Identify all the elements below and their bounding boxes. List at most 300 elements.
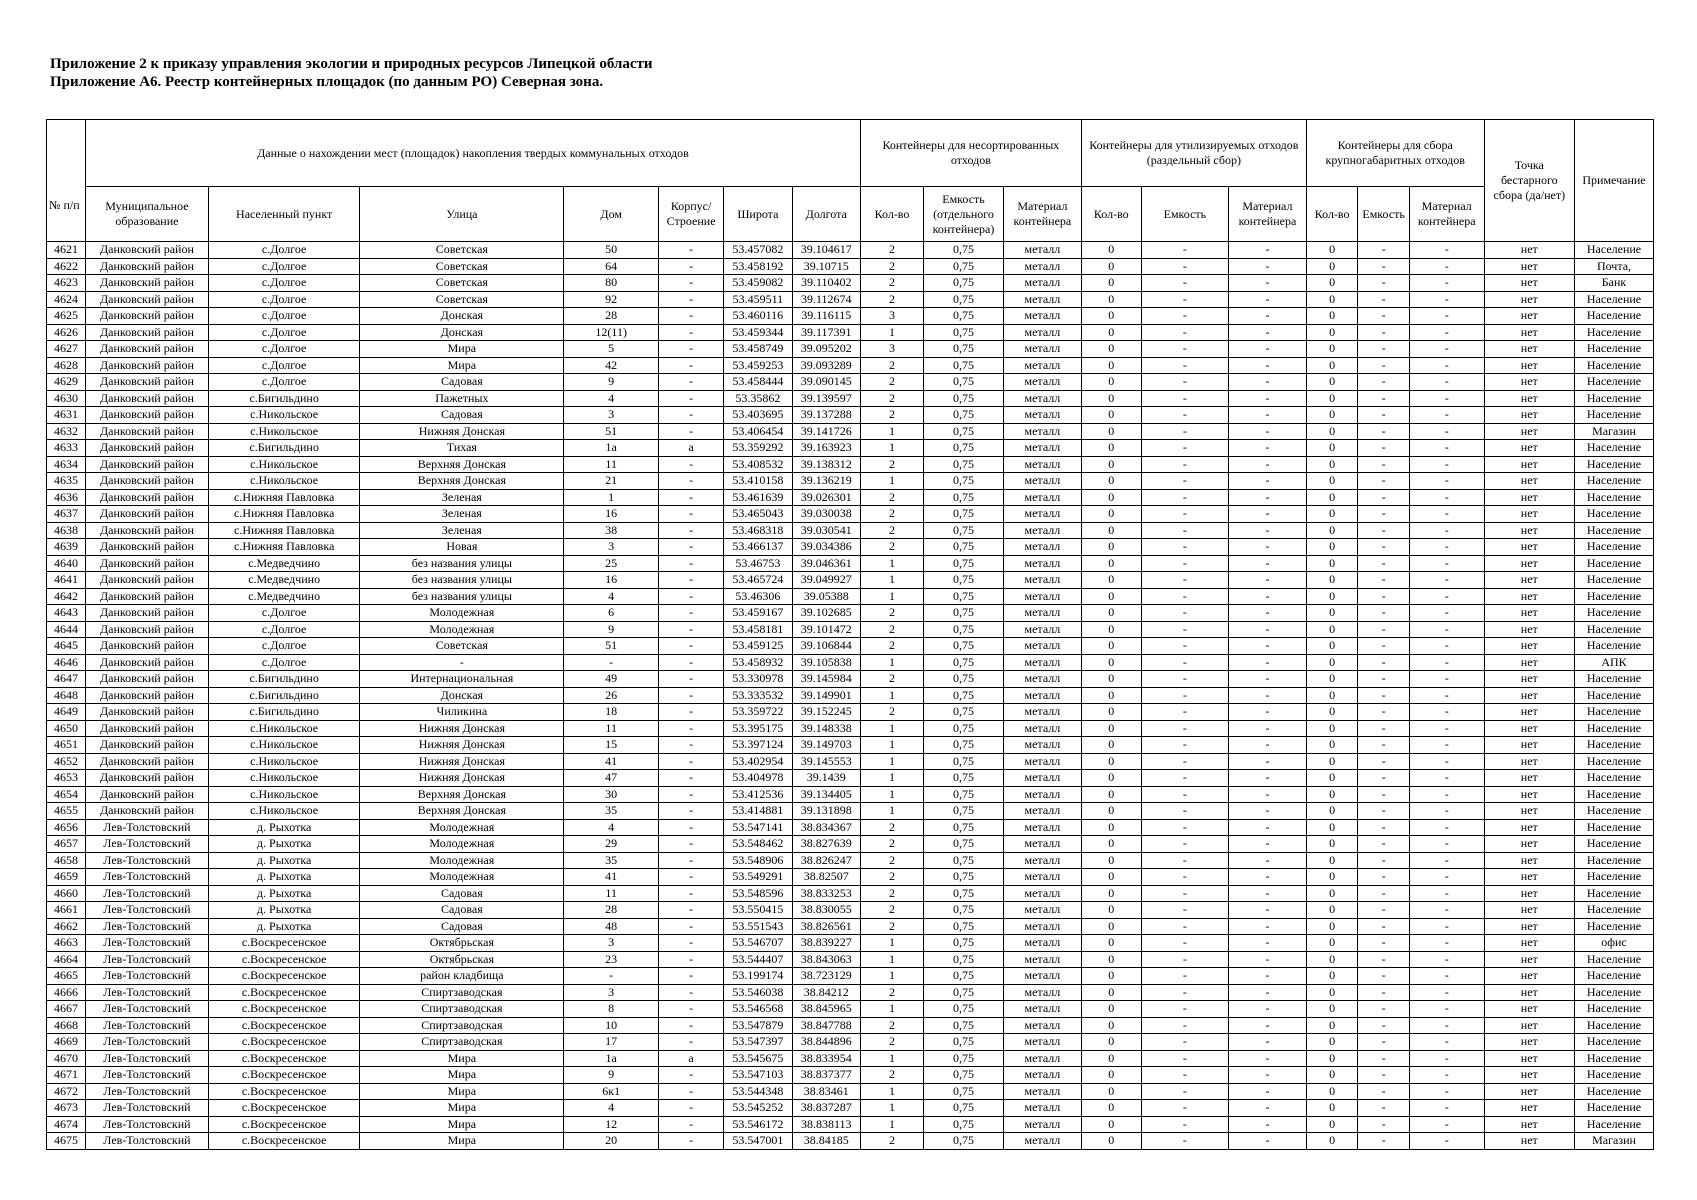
header-point: Точка бестарного сбора (да/нет) — [1484, 120, 1574, 242]
cell-note: Население — [1575, 852, 1654, 869]
cell-house: 50 — [564, 242, 659, 259]
cell-building: - — [659, 836, 724, 853]
cell-building: - — [659, 456, 724, 473]
cell-house: 35 — [564, 852, 659, 869]
cell-building: - — [659, 819, 724, 836]
cell-longitude: 38.833954 — [792, 1050, 860, 1067]
table-row — [47, 803, 1654, 820]
table-row — [47, 555, 1654, 572]
cell-building: - — [659, 720, 724, 737]
cell-bulky-capacity: - — [1358, 291, 1410, 308]
cell-num: 4628 — [47, 357, 86, 374]
cell-recycle-count: 0 — [1081, 737, 1141, 754]
cell-recycle-material: - — [1229, 753, 1307, 770]
cell-point: нет — [1484, 737, 1574, 754]
cell-house: 28 — [564, 308, 659, 325]
cell-latitude: 53.548462 — [724, 836, 792, 853]
table-row — [47, 588, 1654, 605]
cell-unsorted-material: металл — [1003, 506, 1081, 523]
cell-building: - — [659, 918, 724, 935]
cell-recycle-count: 0 — [1081, 1083, 1141, 1100]
cell-bulky-count: 0 — [1306, 786, 1358, 803]
cell-unsorted-capacity: 0,75 — [924, 654, 1004, 671]
cell-house: 35 — [564, 803, 659, 820]
cell-unsorted-capacity: 0,75 — [924, 539, 1004, 556]
cell-bulky-count: 0 — [1306, 1116, 1358, 1133]
cell-latitude: 53.458749 — [724, 341, 792, 358]
cell-street: Новая — [360, 539, 564, 556]
cell-longitude: 39.1439 — [792, 770, 860, 787]
cell-longitude: 38.837377 — [792, 1067, 860, 1084]
header-group-recycle: Контейнеры для утилизируемых отходов (раздельный сбор) — [1081, 120, 1306, 187]
cell-street: Молодежная — [360, 621, 564, 638]
cell-unsorted-count: 2 — [860, 1017, 923, 1034]
cell-recycle-material: - — [1229, 522, 1307, 539]
cell-longitude: 39.137288 — [792, 407, 860, 424]
cell-recycle-material: - — [1229, 407, 1307, 424]
cell-municipality: Данковский район — [85, 324, 208, 341]
cell-unsorted-capacity: 0,75 — [924, 605, 1004, 622]
cell-unsorted-capacity: 0,75 — [924, 786, 1004, 803]
cell-point: нет — [1484, 275, 1574, 292]
cell-municipality: Данковский район — [85, 291, 208, 308]
cell-bulky-material: - — [1409, 704, 1484, 721]
cell-bulky-capacity: - — [1358, 951, 1410, 968]
cell-note: Население — [1575, 984, 1654, 1001]
cell-settlement: с.Воскресенское — [208, 1116, 359, 1133]
cell-recycle-material: - — [1229, 555, 1307, 572]
cell-num: 4622 — [47, 258, 86, 275]
cell-note: Население — [1575, 786, 1654, 803]
cell-unsorted-capacity: 0,75 — [924, 803, 1004, 820]
cell-bulky-material: - — [1409, 836, 1484, 853]
cell-municipality: Данковский район — [85, 720, 208, 737]
cell-unsorted-count: 2 — [860, 869, 923, 886]
cell-settlement: с.Никольское — [208, 803, 359, 820]
cell-bulky-capacity: - — [1358, 374, 1410, 391]
cell-house: 1 — [564, 489, 659, 506]
cell-unsorted-capacity: 0,75 — [924, 440, 1004, 457]
table-row — [47, 819, 1654, 836]
cell-num: 4653 — [47, 770, 86, 787]
cell-bulky-count: 0 — [1306, 440, 1358, 457]
cell-house: 26 — [564, 687, 659, 704]
cell-recycle-count: 0 — [1081, 1067, 1141, 1084]
cell-bulky-capacity: - — [1358, 522, 1410, 539]
cell-municipality: Данковский район — [85, 258, 208, 275]
cell-street: Спиртзаводская — [360, 1017, 564, 1034]
cell-unsorted-capacity: 0,75 — [924, 522, 1004, 539]
cell-num: 4635 — [47, 473, 86, 490]
cell-unsorted-capacity: 0,75 — [924, 572, 1004, 589]
table-row — [47, 753, 1654, 770]
cell-unsorted-material: металл — [1003, 704, 1081, 721]
cell-street: Мира — [360, 341, 564, 358]
table-row — [47, 1133, 1654, 1150]
cell-unsorted-material: металл — [1003, 885, 1081, 902]
cell-longitude: 38.834367 — [792, 819, 860, 836]
cell-bulky-capacity: - — [1358, 836, 1410, 853]
cell-recycle-material: - — [1229, 720, 1307, 737]
cell-settlement: с.Бигильдино — [208, 671, 359, 688]
cell-longitude: 38.845965 — [792, 1001, 860, 1018]
table-row — [47, 902, 1654, 919]
cell-unsorted-material: металл — [1003, 308, 1081, 325]
cell-bulky-count: 0 — [1306, 423, 1358, 440]
cell-recycle-material: - — [1229, 473, 1307, 490]
cell-street: без названия улицы — [360, 555, 564, 572]
cell-recycle-capacity: - — [1141, 885, 1228, 902]
cell-recycle-capacity: - — [1141, 935, 1228, 952]
cell-municipality: Лев-Толстовский — [85, 968, 208, 985]
cell-recycle-capacity: - — [1141, 704, 1228, 721]
table-row — [47, 852, 1654, 869]
cell-recycle-capacity: - — [1141, 638, 1228, 655]
cell-bulky-capacity: - — [1358, 984, 1410, 1001]
cell-building: - — [659, 522, 724, 539]
cell-num: 4665 — [47, 968, 86, 985]
cell-unsorted-capacity: 0,75 — [924, 423, 1004, 440]
cell-latitude: 53.459125 — [724, 638, 792, 655]
cell-unsorted-capacity: 0,75 — [924, 473, 1004, 490]
cell-longitude: 38.838113 — [792, 1116, 860, 1133]
cell-note: Магазин — [1575, 423, 1654, 440]
cell-unsorted-material: металл — [1003, 852, 1081, 869]
cell-street: Спиртзаводская — [360, 1001, 564, 1018]
cell-house: 9 — [564, 1067, 659, 1084]
cell-municipality: Данковский район — [85, 357, 208, 374]
cell-settlement: с.Воскресенское — [208, 1100, 359, 1117]
cell-unsorted-count: 1 — [860, 1050, 923, 1067]
cell-unsorted-material: металл — [1003, 737, 1081, 754]
cell-building: - — [659, 506, 724, 523]
cell-bulky-material: - — [1409, 819, 1484, 836]
cell-recycle-capacity: - — [1141, 786, 1228, 803]
cell-street: Мира — [360, 357, 564, 374]
cell-recycle-material: - — [1229, 291, 1307, 308]
cell-bulky-material: - — [1409, 324, 1484, 341]
cell-bulky-count: 0 — [1306, 572, 1358, 589]
cell-unsorted-material: металл — [1003, 836, 1081, 853]
cell-recycle-count: 0 — [1081, 572, 1141, 589]
cell-latitude: 53.548596 — [724, 885, 792, 902]
cell-bulky-count: 0 — [1306, 324, 1358, 341]
cell-recycle-material: - — [1229, 357, 1307, 374]
header-bulky-material: Материал контейнера — [1409, 187, 1484, 242]
cell-unsorted-capacity: 0,75 — [924, 885, 1004, 902]
cell-municipality: Лев-Толстовский — [85, 1050, 208, 1067]
cell-unsorted-material: металл — [1003, 473, 1081, 490]
cell-num: 4629 — [47, 374, 86, 391]
table-row — [47, 407, 1654, 424]
cell-recycle-capacity: - — [1141, 803, 1228, 820]
cell-street: без названия улицы — [360, 572, 564, 589]
cell-building: - — [659, 555, 724, 572]
cell-num: 4656 — [47, 819, 86, 836]
cell-unsorted-capacity: 0,75 — [924, 258, 1004, 275]
cell-note: Население — [1575, 1001, 1654, 1018]
cell-unsorted-count: 2 — [860, 819, 923, 836]
cell-recycle-material: - — [1229, 324, 1307, 341]
cell-recycle-capacity: - — [1141, 539, 1228, 556]
cell-latitude: 53.395175 — [724, 720, 792, 737]
cell-bulky-material: - — [1409, 572, 1484, 589]
cell-settlement: с.Медведчино — [208, 572, 359, 589]
cell-note: Население — [1575, 638, 1654, 655]
cell-settlement: с.Никольское — [208, 770, 359, 787]
cell-settlement: с.Долгое — [208, 638, 359, 655]
cell-unsorted-capacity: 0,75 — [924, 1050, 1004, 1067]
cell-recycle-count: 0 — [1081, 935, 1141, 952]
cell-house: 17 — [564, 1034, 659, 1051]
cell-unsorted-material: металл — [1003, 1034, 1081, 1051]
cell-recycle-count: 0 — [1081, 918, 1141, 935]
cell-bulky-material: - — [1409, 291, 1484, 308]
cell-note: Население — [1575, 572, 1654, 589]
cell-note: Население — [1575, 1116, 1654, 1133]
cell-longitude: 39.152245 — [792, 704, 860, 721]
cell-settlement: с.Никольское — [208, 456, 359, 473]
cell-street: - — [360, 654, 564, 671]
cell-latitude: 53.35862 — [724, 390, 792, 407]
cell-recycle-capacity: - — [1141, 456, 1228, 473]
cell-longitude: 39.034386 — [792, 539, 860, 556]
cell-unsorted-count: 1 — [860, 555, 923, 572]
cell-house: 5 — [564, 341, 659, 358]
cell-note: АПК — [1575, 654, 1654, 671]
cell-note: Население — [1575, 341, 1654, 358]
cell-unsorted-count: 1 — [860, 654, 923, 671]
cell-settlement: с.Долгое — [208, 357, 359, 374]
cell-num: 4668 — [47, 1017, 86, 1034]
cell-recycle-count: 0 — [1081, 836, 1141, 853]
cell-longitude: 38.830055 — [792, 902, 860, 919]
cell-unsorted-material: металл — [1003, 242, 1081, 259]
cell-latitude: 53.546568 — [724, 1001, 792, 1018]
cell-bulky-count: 0 — [1306, 638, 1358, 655]
cell-recycle-capacity: - — [1141, 852, 1228, 869]
cell-municipality: Данковский район — [85, 539, 208, 556]
cell-street: Садовая — [360, 918, 564, 935]
cell-unsorted-count: 3 — [860, 308, 923, 325]
cell-street: Чиликина — [360, 704, 564, 721]
cell-house: 16 — [564, 506, 659, 523]
cell-point: нет — [1484, 935, 1574, 952]
cell-unsorted-count: 2 — [860, 885, 923, 902]
cell-longitude: 39.10715 — [792, 258, 860, 275]
cell-recycle-material: - — [1229, 803, 1307, 820]
cell-longitude: 38.84185 — [792, 1133, 860, 1150]
cell-unsorted-count: 2 — [860, 390, 923, 407]
cell-latitude: 53.546707 — [724, 935, 792, 952]
header-building: Корпус/ Строение — [659, 187, 724, 242]
cell-street: Советская — [360, 242, 564, 259]
cell-building: - — [659, 671, 724, 688]
cell-recycle-count: 0 — [1081, 242, 1141, 259]
cell-recycle-count: 0 — [1081, 522, 1141, 539]
cell-unsorted-material: металл — [1003, 654, 1081, 671]
cell-note: Почта, — [1575, 258, 1654, 275]
cell-recycle-capacity: - — [1141, 836, 1228, 853]
cell-bulky-capacity: - — [1358, 390, 1410, 407]
cell-house: 4 — [564, 588, 659, 605]
cell-recycle-material: - — [1229, 935, 1307, 952]
cell-house: 4 — [564, 390, 659, 407]
cell-bulky-count: 0 — [1306, 1133, 1358, 1150]
table-row — [47, 951, 1654, 968]
cell-unsorted-capacity: 0,75 — [924, 819, 1004, 836]
cell-recycle-capacity: - — [1141, 1017, 1228, 1034]
table-row — [47, 918, 1654, 935]
cell-settlement: с.Воскресенское — [208, 1001, 359, 1018]
cell-unsorted-material: металл — [1003, 291, 1081, 308]
cell-unsorted-material: металл — [1003, 918, 1081, 935]
cell-note: Население — [1575, 357, 1654, 374]
cell-unsorted-material: металл — [1003, 440, 1081, 457]
cell-recycle-count: 0 — [1081, 324, 1141, 341]
cell-latitude: 53.404978 — [724, 770, 792, 787]
cell-bulky-count: 0 — [1306, 671, 1358, 688]
cell-building: - — [659, 951, 724, 968]
cell-street: Нижняя Донская — [360, 737, 564, 754]
cell-recycle-count: 0 — [1081, 555, 1141, 572]
cell-bulky-material: - — [1409, 1116, 1484, 1133]
header-unsorted-count: Кол-во — [860, 187, 923, 242]
cell-unsorted-material: металл — [1003, 770, 1081, 787]
cell-bulky-material: - — [1409, 555, 1484, 572]
cell-unsorted-material: металл — [1003, 1067, 1081, 1084]
table-row — [47, 1001, 1654, 1018]
cell-bulky-capacity: - — [1358, 753, 1410, 770]
cell-unsorted-capacity: 0,75 — [924, 720, 1004, 737]
cell-bulky-material: - — [1409, 687, 1484, 704]
cell-point: нет — [1484, 1050, 1574, 1067]
cell-bulky-material: - — [1409, 902, 1484, 919]
header-group-location: Данные о нахождении мест (площадок) накопления твердых коммунальных отходов — [85, 120, 860, 187]
cell-unsorted-count: 2 — [860, 275, 923, 292]
cell-note: Население — [1575, 1034, 1654, 1051]
cell-settlement: с.Воскресенское — [208, 1017, 359, 1034]
cell-recycle-capacity: - — [1141, 720, 1228, 737]
cell-bulky-count: 0 — [1306, 852, 1358, 869]
table-row — [47, 687, 1654, 704]
cell-unsorted-material: металл — [1003, 803, 1081, 820]
cell-recycle-material: - — [1229, 1050, 1307, 1067]
cell-recycle-count: 0 — [1081, 291, 1141, 308]
cell-recycle-capacity: - — [1141, 489, 1228, 506]
cell-house: 92 — [564, 291, 659, 308]
cell-recycle-capacity: - — [1141, 687, 1228, 704]
header-house: Дом — [564, 187, 659, 242]
cell-unsorted-capacity: 0,75 — [924, 737, 1004, 754]
cell-note: Население — [1575, 1017, 1654, 1034]
cell-municipality: Лев-Толстовский — [85, 984, 208, 1001]
cell-note: Население — [1575, 968, 1654, 985]
cell-municipality: Данковский район — [85, 275, 208, 292]
cell-num: 4661 — [47, 902, 86, 919]
cell-note: Население — [1575, 621, 1654, 638]
cell-recycle-capacity: - — [1141, 1100, 1228, 1117]
cell-num: 4647 — [47, 671, 86, 688]
table-row — [47, 1083, 1654, 1100]
cell-note: Население — [1575, 324, 1654, 341]
cell-bulky-count: 0 — [1306, 1017, 1358, 1034]
cell-longitude: 39.090145 — [792, 374, 860, 391]
cell-municipality: Данковский район — [85, 621, 208, 638]
cell-recycle-count: 0 — [1081, 1034, 1141, 1051]
cell-house: 8 — [564, 1001, 659, 1018]
cell-bulky-capacity: - — [1358, 1034, 1410, 1051]
header-bulky-count: Кол-во — [1306, 187, 1358, 242]
cell-point: нет — [1484, 390, 1574, 407]
cell-unsorted-capacity: 0,75 — [924, 1083, 1004, 1100]
cell-bulky-capacity: - — [1358, 605, 1410, 622]
cell-point: нет — [1484, 258, 1574, 275]
cell-unsorted-capacity: 0,75 — [924, 555, 1004, 572]
cell-recycle-material: - — [1229, 918, 1307, 935]
cell-recycle-count: 0 — [1081, 638, 1141, 655]
cell-longitude: 38.83461 — [792, 1083, 860, 1100]
cell-bulky-material: - — [1409, 869, 1484, 886]
cell-point: нет — [1484, 407, 1574, 424]
cell-note: Население — [1575, 242, 1654, 259]
cell-municipality: Данковский район — [85, 704, 208, 721]
cell-recycle-count: 0 — [1081, 506, 1141, 523]
cell-building: - — [659, 869, 724, 886]
cell-bulky-capacity: - — [1358, 902, 1410, 919]
cell-building: а — [659, 1050, 724, 1067]
cell-bulky-capacity: - — [1358, 869, 1410, 886]
cell-unsorted-count: 1 — [860, 951, 923, 968]
cell-bulky-capacity: - — [1358, 737, 1410, 754]
cell-latitude: 53.548906 — [724, 852, 792, 869]
cell-recycle-count: 0 — [1081, 902, 1141, 919]
cell-num: 4662 — [47, 918, 86, 935]
cell-num: 4644 — [47, 621, 86, 638]
cell-unsorted-count: 2 — [860, 506, 923, 523]
cell-building: - — [659, 803, 724, 820]
cell-bulky-capacity: - — [1358, 1001, 1410, 1018]
cell-longitude: 39.134405 — [792, 786, 860, 803]
header-settlement: Населенный пункт — [208, 187, 359, 242]
cell-bulky-count: 0 — [1306, 770, 1358, 787]
cell-house: 29 — [564, 836, 659, 853]
cell-building: - — [659, 390, 724, 407]
cell-bulky-material: - — [1409, 918, 1484, 935]
cell-bulky-capacity: - — [1358, 440, 1410, 457]
cell-recycle-capacity: - — [1141, 374, 1228, 391]
cell-point: нет — [1484, 704, 1574, 721]
cell-bulky-material: - — [1409, 720, 1484, 737]
document-title — [50, 55, 653, 91]
cell-building: - — [659, 968, 724, 985]
cell-recycle-capacity: - — [1141, 1133, 1228, 1150]
cell-bulky-count: 0 — [1306, 753, 1358, 770]
cell-house: 25 — [564, 555, 659, 572]
cell-street: Верхняя Донская — [360, 786, 564, 803]
cell-recycle-count: 0 — [1081, 704, 1141, 721]
table-row — [47, 374, 1654, 391]
cell-bulky-material: - — [1409, 506, 1484, 523]
header-recycle-capacity: Емкость — [1141, 187, 1228, 242]
cell-bulky-material: - — [1409, 456, 1484, 473]
cell-latitude: 53.468318 — [724, 522, 792, 539]
cell-point: нет — [1484, 1083, 1574, 1100]
cell-latitude: 53.414881 — [724, 803, 792, 820]
cell-latitude: 53.458181 — [724, 621, 792, 638]
cell-point: нет — [1484, 489, 1574, 506]
cell-settlement: д. Рыхотка — [208, 885, 359, 902]
